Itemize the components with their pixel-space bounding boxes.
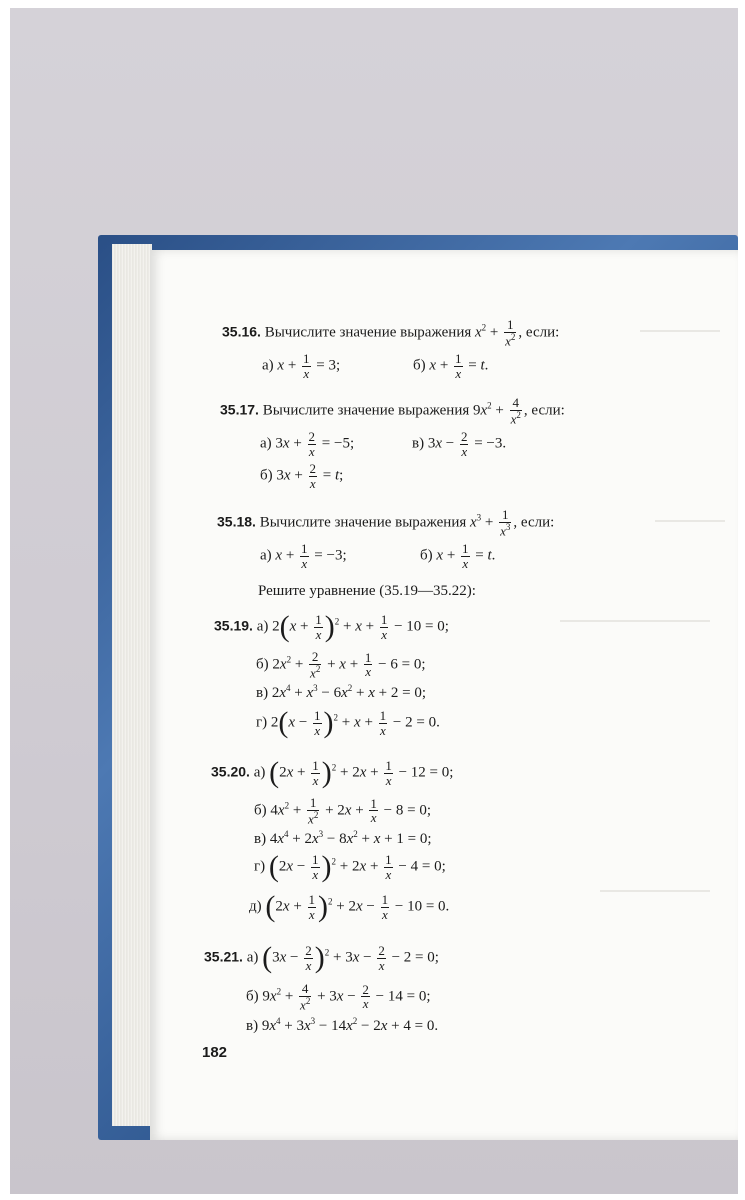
problem-35-20-b: б) $4x^2$ + $\frac{1}{x^2}$ + 2x + $\frac{1}{x}$ − 8 = 0;: [254, 795, 432, 826]
problem-35-16-statement: 35.16. Вычислите значение выражения $x^2$ + $\frac{1}{x^2}$ , если:: [222, 317, 560, 348]
bleed-through: [655, 520, 725, 522]
problem-35-18-b: б) x + $\frac{1}{x}$ = t.: [420, 541, 496, 571]
problem-35-18-a: а) x + $\frac{1}{x}$ = −3;: [260, 541, 347, 571]
problem-35-19-g: г) 2(x − $\frac{1}{x}$ )$^2$ + x + $\frac{1}{x}$ − 2 = 0.: [256, 706, 440, 739]
problem-35-18-statement: 35.18. Вычислите значение выражения $x^3$ + $\frac{1}{x^3}$ , если:: [217, 507, 555, 538]
problem-35-17-statement: 35.17. Вычислите значение выражения $9x^2$ + $\frac{4}{x^2}$ , если:: [220, 395, 565, 426]
problem-35-21-a: 35.21. а) (3x − $\frac{2}{x}$ )$^2$ + 3x − $\frac{2}{x}$ − 2 = 0;: [204, 941, 439, 974]
problem-35-19-a: 35.19. а) 2(x + $\frac{1}{x}$ )$^2$ + x + $\frac{1}{x}$ − 10 = 0;: [214, 610, 449, 643]
page-edges: [112, 244, 152, 1126]
textbook-page: [150, 250, 738, 1140]
problem-35-20-a: 35.20. а) (2x + $\frac{1}{x}$ )$^2$ + 2x + $\frac{1}{x}$ − 12 = 0;: [211, 756, 454, 789]
bleed-through: [560, 620, 710, 622]
problem-35-21-v: в) $9x^4 + 3x^3 - 14x^2 - 2x + 4 = 0$.: [246, 1016, 439, 1034]
problem-35-20-g: г) (2x − $\frac{1}{x}$ )$^2$ + 2x + $\frac{1}{x}$ − 4 = 0;: [254, 850, 446, 883]
problem-35-17-a: а) 3x + $\frac{2}{x}$ = −5;: [260, 429, 355, 459]
bleed-through: [640, 330, 720, 332]
bleed-through: [600, 890, 710, 892]
problem-35-19-b: б) $2x^2$ + $\frac{2}{x^2}$ + x + $\frac{1}{x}$ − 6 = 0;: [256, 649, 426, 680]
problem-35-20-d: д) (2x + $\frac{1}{x}$ )$^2$ + 2x − $\frac{1}{x}$ − 10 = 0.: [249, 890, 450, 923]
problem-35-20-v: в) $4x^4 + 2x^3 - 8x^2 + x + 1 = 0$;: [254, 829, 432, 847]
problem-35-16-b: б) x + $\frac{1}{x}$ = t.: [413, 351, 489, 381]
problem-35-17-v: в) 3x − $\frac{2}{x}$ = −3.: [412, 429, 507, 459]
problem-35-17-b: б) 3x + $\frac{2}{x}$ = t;: [260, 461, 344, 491]
problem-35-19-v: в) $2x^4 + x^3 - 6x^2 + x + 2 = 0$;: [256, 683, 427, 701]
page-number: 182: [202, 1044, 228, 1061]
problem-35-21-b: б) $9x^2$ + $\frac{4}{x^2}$ + 3x − $\frac{2}{x}$ − 14 = 0;: [246, 981, 431, 1012]
instruction: Решите уравнение (35.19—35.22):: [258, 583, 476, 599]
problem-35-16-a: а) x + $\frac{1}{x}$ = 3;: [262, 351, 341, 381]
